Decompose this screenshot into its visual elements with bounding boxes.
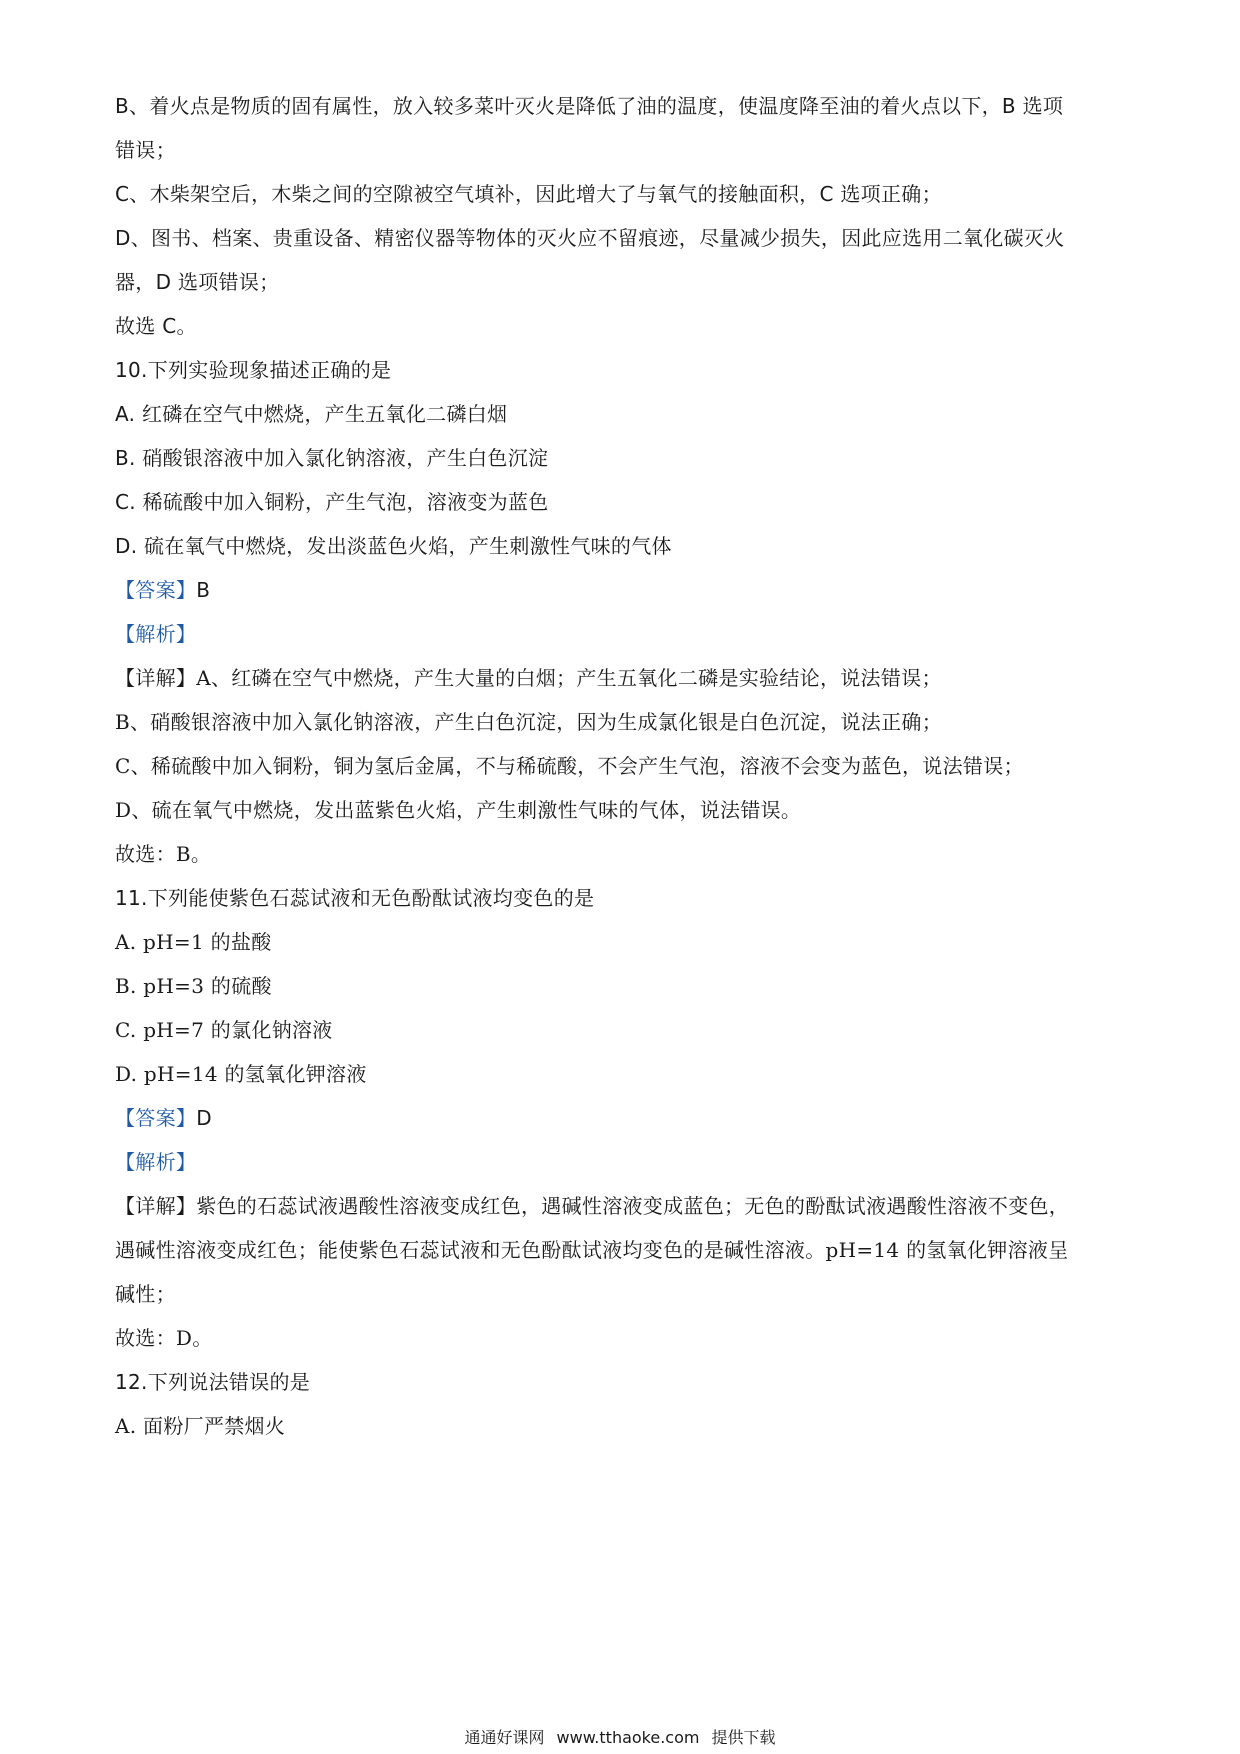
analysis-tag: 【解析】 [115,1150,197,1174]
question-10-title: 10.下列实验现象描述正确的是 [115,358,392,382]
detail-tag: 【详解】 [115,1194,197,1218]
question-10-option-d: D. 硫在氧气中燃烧，发出淡蓝色火焰，产生刺激性气味的气体 [115,534,672,558]
footer-url[interactable]: www.tthaoke.com [556,1728,700,1747]
text-line: 故选 C。 [115,314,197,338]
answer-tag: 【答案】 [115,578,197,602]
question-11-option-a: A. pH=1 的盐酸 [115,930,272,954]
answer-value: B [196,578,211,602]
text-line: D、硫在氧气中燃烧，发出蓝紫色火焰，产生刺激性气味的气体，说法错误。 [115,798,802,822]
footer-site-name: 通通好课网 [464,1728,545,1747]
question-12-title: 12.下列说法错误的是 [115,1370,311,1394]
text-line: 故选：B。 [115,842,212,866]
text-line: C、木柴架空后，木柴之间的空隙被空气填补，因此增大了与氧气的接触面积，C 选项正确； [115,182,942,206]
text-line: B、硝酸银溶液中加入氯化钠溶液，产生白色沉淀，因为生成氯化银是白色沉淀，说法正确； [115,710,942,734]
footer-suffix: 提供下载 [711,1728,776,1747]
answer-line-11 [115,1104,1135,1132]
question-12-option-a: A. 面粉厂严禁烟火 [115,1414,286,1438]
question-11-option-b: B. pH=3 的硫酸 [115,974,272,998]
question-10-option-a: A. 红磷在空气中燃烧，产生五氧化二磷白烟 [115,402,508,426]
question-10-option-b: B. 硝酸银溶液中加入氯化钠溶液，产生白色沉淀 [115,446,549,470]
text-line: 器，D 选项错误； [115,270,280,294]
question-11-option-d: D. pH=14 的氢氧化钾溶液 [115,1062,367,1086]
text-line: 碱性； [115,1282,176,1306]
analysis-line-11 [115,1148,1135,1176]
text-line: B、着火点是物质的固有属性，放入较多菜叶灭火是降低了油的温度，使温度降至油的着火点以下，B 选项 [115,94,1064,118]
detail-line-10 [115,664,1135,692]
analysis-tag: 【解析】 [115,622,197,646]
text-line: 遇碱性溶液变成红色；能使紫色石蕊试液和无色酚酞试液均变色的是碱性溶液。pH=14 的氢氧化钾溶液呈 [115,1238,1069,1262]
page-footer [0,1728,1240,1748]
text-line: 错误； [115,138,176,162]
answer-tag: 【答案】 [115,1106,197,1130]
detail-text: A、红磷在空气中燃烧，产生大量的白烟；产生五氧化二磷是实验结论，说法错误； [196,666,942,690]
answer-value: D [196,1106,212,1130]
answer-line-10 [115,576,1135,604]
text-line: C、稀硫酸中加入铜粉，铜为氢后金属，不与稀硫酸，不会产生气泡，溶液不会变为蓝色，说法错误； [115,754,1024,778]
question-10-option-c: C. 稀硫酸中加入铜粉，产生气泡，溶液变为蓝色 [115,490,549,514]
question-11-option-c: C. pH=7 的氯化钠溶液 [115,1018,333,1042]
text-line: 故选：D。 [115,1326,213,1350]
detail-tag: 【详解】 [115,666,197,690]
detail-text: 紫色的石蕊试液遇酸性溶液变成红色，遇碱性溶液变成蓝色；无色的酚酞试液遇酸性溶液不变色， [196,1194,1070,1218]
text-line: D、图书、档案、贵重设备、精密仪器等物体的灭火应不留痕迹，尽量减少损失，因此应选用二氧化碳灭火 [115,226,1065,250]
analysis-line-10 [115,620,1135,648]
detail-line-11 [115,1192,1135,1220]
question-11-title: 11.下列能使紫色石蕊试液和无色酚酞试液均变色的是 [115,886,595,910]
